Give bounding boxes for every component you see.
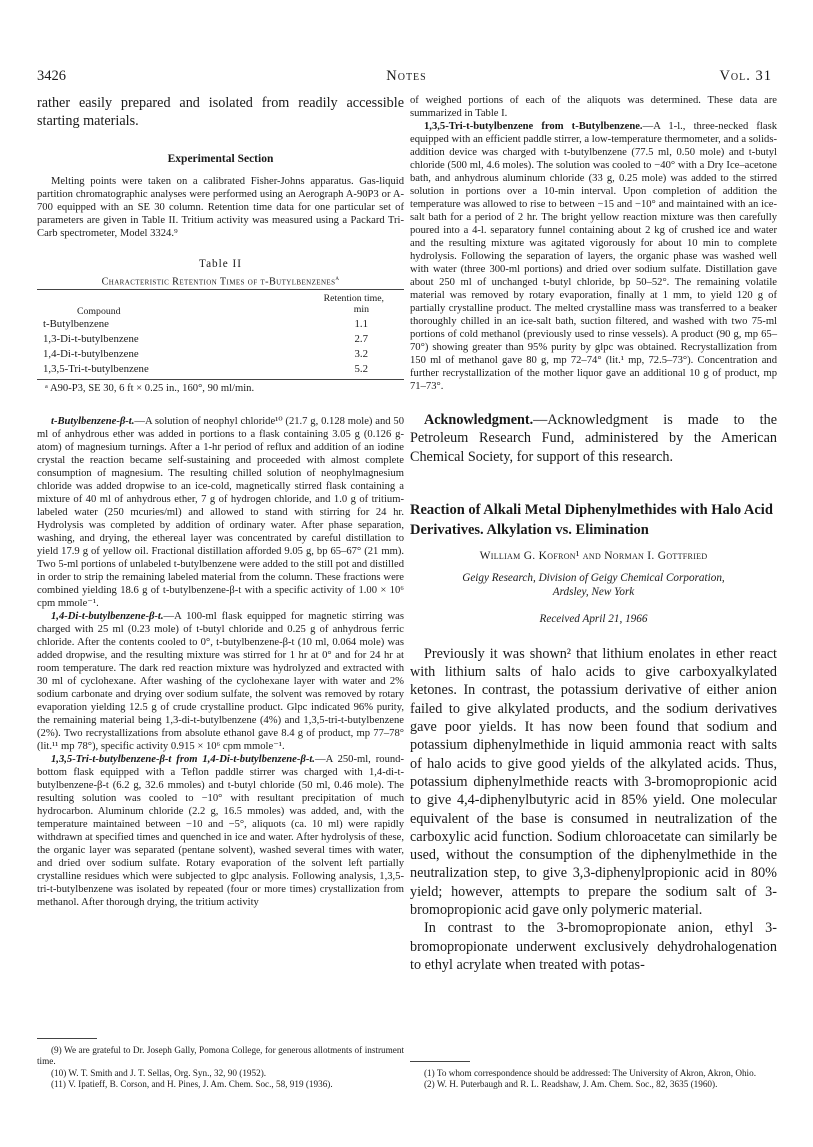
retention-time-cell: 1.1 <box>354 318 368 331</box>
table-row <box>37 362 404 377</box>
footnote: (2) W. H. Puterbaugh and R. L. Readshaw, J. Am. Chem. Soc., 82, 3635 (1960). <box>424 1079 718 1090</box>
table-row <box>37 332 404 347</box>
experimental-paragraph: Melting points were taken on a calibrated Fisher-Johns apparatus. Gas-liquid partition chromatographic analyses were performed using an Aerograph A-90P3 or A-700 equipped with an SE 30 column. Retention time data for one particular set of parameters are given in Table II. Tritium activity was measured using a Packard Tri-Carb spectrometer, Model 3324.⁹ <box>37 175 404 239</box>
table-caption-sup: a <box>335 273 340 282</box>
procedure-body: —A 100-ml flask equipped for magnetic stirring was charged with 25 ml (0.23 mole) of t-butyl chloride and 0.25 g of anhydrous ferric chloride. After the contents cooled to 0°, t-butylbenzene-β-t (10 ml, 0.064 mole) was added dropwise, and the resulting mixture was stirred for 1 hr at 0° and for 24 hr at room temperature. The dark red reaction mixture was hydrolyzed and extracted with 30 ml of cyclohexane. After washing of the cyclohexane layer with water and 2% sodium carbonate and drying over sodium sulfate, the solvent was removed by rotary evaporation yielding 12.5 g of crude crystalline product. Glpc indicated 96% purity, the remaining material being 1,3-di-t-butylbenzene (4%) and 1,3,5-tri-t-butylbenzene (2%). Two recrystallizations from absolute ethanol gave 8.4 g of product, mp 77–78° (lit.¹¹ mp 78°), specific activity 0.915 × 10⁶ cpm mmole⁻¹. <box>37 610 404 752</box>
left-column <box>37 94 404 909</box>
right-column <box>410 94 777 974</box>
table-row <box>37 347 404 362</box>
footnote: (1) To whom correspondence should be addressed: The University of Akron, Akron, Ohio. <box>424 1068 756 1078</box>
retention-time-cell: 5.2 <box>354 363 368 376</box>
footnote: (9) We are grateful to Dr. Joseph Gally, Pomona College, for generous allotments of instrument time. <box>37 1045 404 1067</box>
compound-cell: 1,3-Di-t-butylbenzene <box>43 332 139 345</box>
table-caption-text: Characteristic Retention Times of t-Butylbenzenes <box>101 275 336 287</box>
acknowledgment <box>410 411 777 466</box>
compound-cell: 1,4-Di-t-butylbenzene <box>43 347 139 360</box>
procedure-di-t-butylbenzene <box>37 610 404 753</box>
page-number: 3426 <box>37 68 66 84</box>
procedure-body: —A solution of neophyl chloride¹⁰ (21.7 g, 0.128 mole) and 50 ml of anhydrous ether was added in portions to a flask containing 3.05 g (0.126 g-atom) of magnesium turnings. After a 1-hr period of reflux and addition of an iodine crystal the reaction became self-sustaining and proceeded with almost complete consumption of magnesium. The resulting chilled solution of neophylmagnesium chloride was added dropwise to an ice-cold, magnetically stirred flask containing a mixture of 40 ml of anhydrous ether, 7 g of hydrogen chloride, and 1.0 g of tritium-labeled water (250 mcuries/ml) and allowed to stand with stirring for 24 hr. Hydrolysis was completed by addition of ordinary water. After phase separation, washing, and drying, the ethereal layer was concentrated by careful distillation to yield 17.9 g of yellow oil. Fractional distillation afforded 9.05 g, bp 65–67° (21 mm). Two 5-ml portions of unlabeled t-butylbenzene were added to the still pot and distilled in order to strip the remaining labeled material from the column. These fractions were combined yielding 18.6 g of t-butylbenzene-β-t with a specific activity of 1.00 × 10⁶ cpm mmole⁻¹. <box>37 415 404 609</box>
footnote-rule <box>37 1038 97 1039</box>
volume-label: Vol. 31 <box>719 68 772 84</box>
table-rule-bottom <box>37 379 404 380</box>
acknowledgment-head: Acknowledgment. <box>424 412 534 428</box>
affiliation-line: Ardsley, New York <box>552 585 635 598</box>
procedure-body: —A 250-ml, round-bottom flask equipped with a Teflon paddle stirrer was charged with 1,4-di-t-butylbenzene-β-t (6.2 g, 32.6 mmoles) and t-butyl chloride (50 ml, 0.46 mole). The resulting solution was cooled to −10° with resultant precipitation of much hydrocarbon. Aluminum chloride (2.2 g, 16.5 mmoles) was added, and, with the temperature maintained between −10 and −5°, aliquots (ca. 10 ml) were rapidly withdrawn at specified times and quenched in ice and water. After hydrolysis of these, the organic layer was separated (pentane solvent), washed several times with water, and dried over sodium sulfate. Rotary evaporation of the solvent left partially crystalline residues which were subjected to glpc analysis. Following analysis, 1,3,5-tri-t-butylbenzene was isolated by repeated (four or more times) crystallization from methanol. After thorough drying, the tritium activity <box>37 753 404 908</box>
running-header: Notes <box>386 68 427 84</box>
col-time <box>250 290 404 317</box>
procedure-from-t-butylbenzene <box>410 120 777 393</box>
intro-text: rather easily prepared and isolated from readily accessible starting materials. <box>37 95 404 130</box>
body-paragraph: In contrast to the 3-bromopropionate anion, ethyl 3-bromopropionate underwent exclusively dehydrohalogenation to ethyl acrylate when treated with potas- <box>410 920 777 973</box>
table-row <box>37 317 404 332</box>
table-footnote: ᵃ A90-P3, SE 30, 6 ft × 0.25 in., 160°, 90 ml/min. <box>45 382 255 394</box>
acknowledgment-body: —Acknowledgment is made to the Petroleum Research Fund, administered by the American Chemical Society, for support of this research. <box>410 412 777 465</box>
col-time-1: Retention time, <box>323 293 384 305</box>
compound-cell: 1,3,5-Tri-t-butylbenzene <box>43 362 149 375</box>
procedure-head: 1,4-Di-t-butylbenzene-β-t. <box>51 610 164 622</box>
retention-table <box>37 290 404 377</box>
retention-time-cell: 2.7 <box>354 333 368 346</box>
procedure-head: 1,3,5-Tri-t-butylbenzene-β-t from 1,4-Di-t-butylbenzene-β-t. <box>51 753 315 765</box>
authors: William G. Kofron¹ and Norman I. Gottfried <box>479 549 708 562</box>
col-compound: Compound <box>77 305 121 317</box>
procedure-tri-t-butylbenzene <box>37 753 404 909</box>
table-label: Table II <box>199 257 242 270</box>
retention-time-cell: 3.2 <box>354 348 368 361</box>
section-heading: Experimental Section <box>167 152 274 165</box>
table-caption <box>37 274 404 287</box>
procedure-body: —A 1-l., three-necked flask equipped with an efficient paddle stirrer, a low-temperature thermometer, and a solids-addition device was charged with t-butylbenzene (77.5 ml, 0.50 mole) and t-butyl chloride (500 ml, 4.6 moles). The solution was cooled to −40° with a Dry Ice–acetone bath, and anhydrous aluminum chloride (33 g, 0.25 mole) was added to the stirred solution in portions over a 10-min interval. Upon completion of addition the temperature was allowed to rise to between −15 and −10° and maintained with an ice-salt bath for a period of 2 hr. The bright yellow reaction mixture was then carefully poured into a 4-l. separatory funnel containing about 2 kg of crushed ice and water and the resulting mixture was agitated vigorously for about 10 min to complete hydrolysis. Following the separation of layers, the organic phase was washed well with water (three 300-ml portions) and dried over sodium sulfate. Distillation gave about 250 ml of unchanged t-butyl chloride, bp 50–52°. The remaining volatile material was removed by rotary evaporation, finally at 1 mm, to yield 120 g of partially crystalline product. The melted crystalline mass was transferred to a beaker thoroughly chilled in an ice-salt bath, suction filtered, and washed with two 75-ml portions of cold methanol (previously used to rinse vessels). A product (90 g, mp 65–70°) showing greater than 95% purity by glpc was obtained. Recrystallization from 150 ml of methanol gave 80 g, mp 72–74° (lit.¹ mp, 72.5–73°). Concentration and further recrystallization of the mother liquor gave an additional 10 g of product, mp 71–73°. <box>410 121 777 392</box>
footnote-rule <box>410 1061 470 1062</box>
footnote: (11) V. Ipatieff, B. Corson, and H. Pines, J. Am. Chem. Soc., 58, 919 (1936). <box>51 1079 333 1090</box>
col-time-2: min <box>353 304 369 316</box>
affiliation-line: Geigy Research, Division of Geigy Chemical Corporation, <box>462 571 725 584</box>
table-body <box>37 317 404 377</box>
aliquot-text: of weighed portions of each of the aliquots was determined. These data are summarized in Table I. <box>410 95 777 119</box>
article-title: Reaction of Alkali Metal Diphenylmethides with Halo Acid Derivatives. Alkylation vs. Elimination <box>410 501 773 538</box>
procedure-head: 1,3,5-Tri-t-butylbenzene from t-Butylbenzene. <box>424 121 643 132</box>
received-date: Received April 21, 1966 <box>539 612 648 625</box>
right-footnotes <box>410 1061 777 1091</box>
left-footnotes <box>37 1038 404 1091</box>
footnote: (10) W. T. Smith and J. T. Sellas, Org. Syn., 32, 90 (1952). <box>51 1067 267 1078</box>
body-paragraph: Previously it was shown² that lithium enolates in ether react with lithium salts of halo acids to give carboxyalkylated ketones. In contrast, the potassium derivative of either anion failed to give alkylated products, and the sodium derivatives gave poor yields. It has now been found that sodium and potassium diphenylmethide in liquid ammonia react with salts of halo acids to give good yields of the alkylated acids. Thus, potassium diphenylmethide reacts with 3-bromopropionic acid to give 4,4-diphenylbutyric acid in 85% yield. One molecular equivalent of the base is consumed in neutralization of the carboxylic acid function. Sodium chloroacetate can similarly be used, without the consumption of the diphenylmethide in the neutralization step, to give 3,3-diphenylpropionic acid in 80% yield; however, attempts to prepare the sodium salt of 3-bromopropionic acid gave only polymeric material. <box>410 645 777 919</box>
procedure-head: t-Butylbenzene-β-t. <box>51 415 135 427</box>
procedure-t-butylbenzene <box>37 415 404 610</box>
compound-cell: t-Butylbenzene <box>43 317 109 330</box>
affiliation <box>410 571 777 599</box>
